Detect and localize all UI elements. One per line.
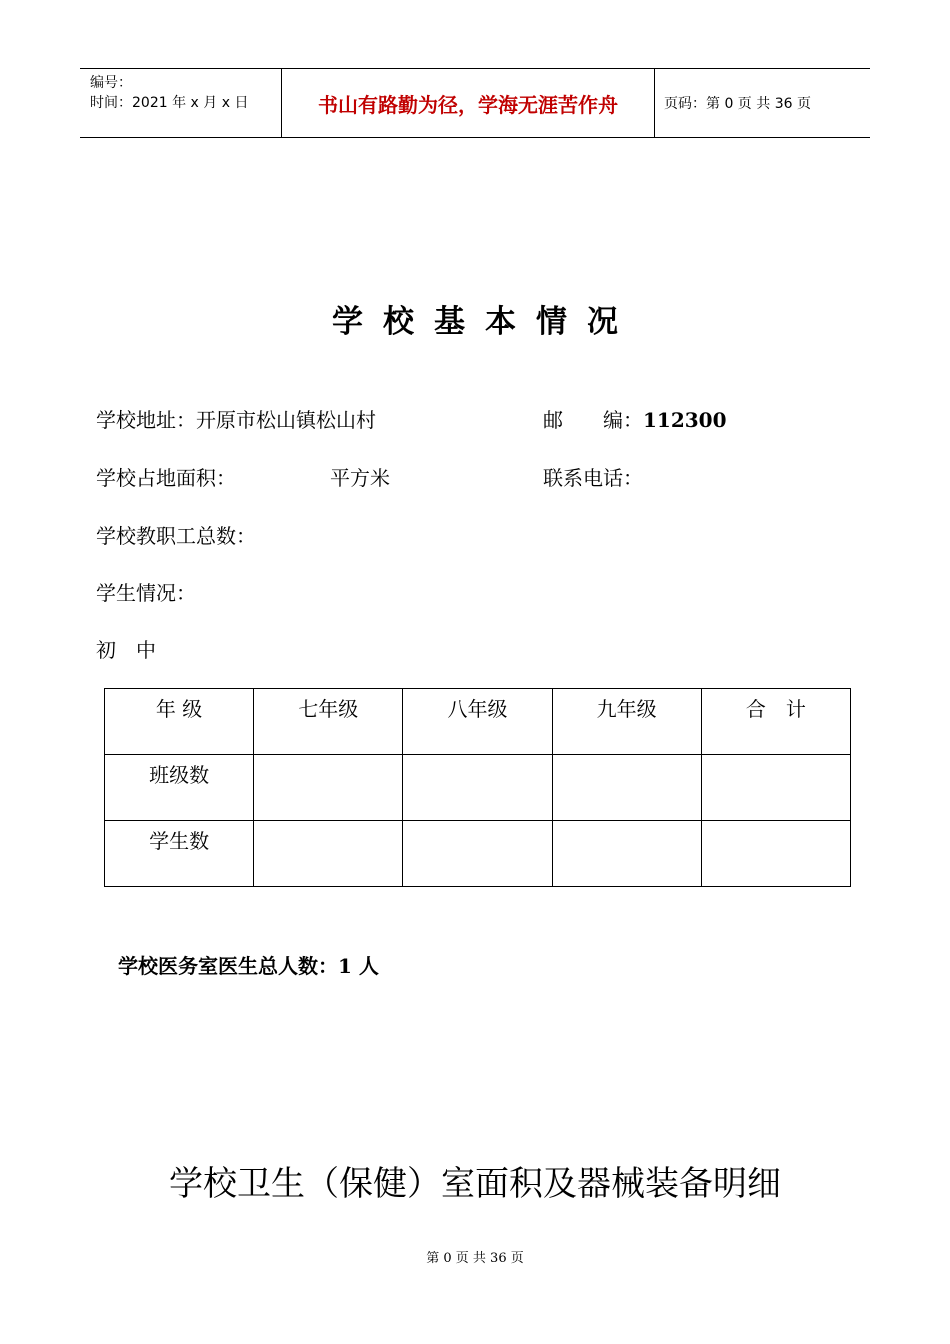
grade-table bbox=[104, 688, 851, 887]
table-cell bbox=[403, 755, 552, 821]
section-title: 学校卫生（保健）室面积及器械装备明细 bbox=[169, 1164, 781, 1204]
phone-label: 联系电话： bbox=[543, 466, 643, 490]
table-cell bbox=[701, 821, 850, 887]
postcode-label: 邮 编： bbox=[543, 408, 643, 432]
table-row bbox=[105, 755, 851, 821]
doctor-count-label: 学校医务室医生总人数： bbox=[118, 954, 338, 978]
school-address: 学校地址：开原市松山镇松山村 bbox=[96, 408, 376, 432]
doctor-count-unit: 人 bbox=[358, 954, 379, 978]
table-cell bbox=[254, 755, 403, 821]
table-header-cell: 七年级 bbox=[254, 689, 403, 755]
postcode-field bbox=[543, 404, 727, 433]
table-header-cell: 八年级 bbox=[403, 689, 552, 755]
table-cell bbox=[701, 755, 850, 821]
staff-label: 学校教职工总数： bbox=[96, 524, 256, 548]
table-header-cell: 年 级 bbox=[105, 689, 254, 755]
table-cell: 班级数 bbox=[105, 755, 254, 821]
table-row bbox=[105, 821, 851, 887]
table-cell bbox=[254, 821, 403, 887]
table-header-cell: 合 计 bbox=[701, 689, 850, 755]
header-time-label: 时间：2021 年 x 月 x 日 bbox=[90, 95, 249, 111]
document-header bbox=[80, 68, 870, 138]
table-cell bbox=[552, 755, 701, 821]
table-header-cell: 九年级 bbox=[552, 689, 701, 755]
table-header-row bbox=[105, 689, 851, 755]
students-label: 学生情况： bbox=[96, 581, 196, 605]
table-cell: 学生数 bbox=[105, 821, 254, 887]
table-cell bbox=[552, 821, 701, 887]
page-footer: 第 0 页 共 36 页 bbox=[426, 1251, 524, 1266]
table-cell bbox=[403, 821, 552, 887]
area-unit: 平方米 bbox=[330, 466, 390, 490]
header-meta bbox=[90, 73, 248, 113]
header-page-info: 页码：第 0 页 共 36 页 bbox=[664, 96, 811, 112]
page-title: 学校基本情况 bbox=[332, 304, 638, 340]
area-label: 学校占地面积： bbox=[96, 466, 236, 490]
header-motto: 书山有路勤为径，学海无涯苦作舟 bbox=[318, 92, 618, 117]
doctor-count bbox=[118, 950, 379, 979]
doctor-count-value: 1 bbox=[338, 954, 352, 978]
header-divider bbox=[654, 69, 655, 137]
postcode-value: 112300 bbox=[643, 408, 727, 432]
header-number-label: 编号： bbox=[90, 75, 132, 91]
junior-label: 初 中 bbox=[96, 638, 156, 662]
